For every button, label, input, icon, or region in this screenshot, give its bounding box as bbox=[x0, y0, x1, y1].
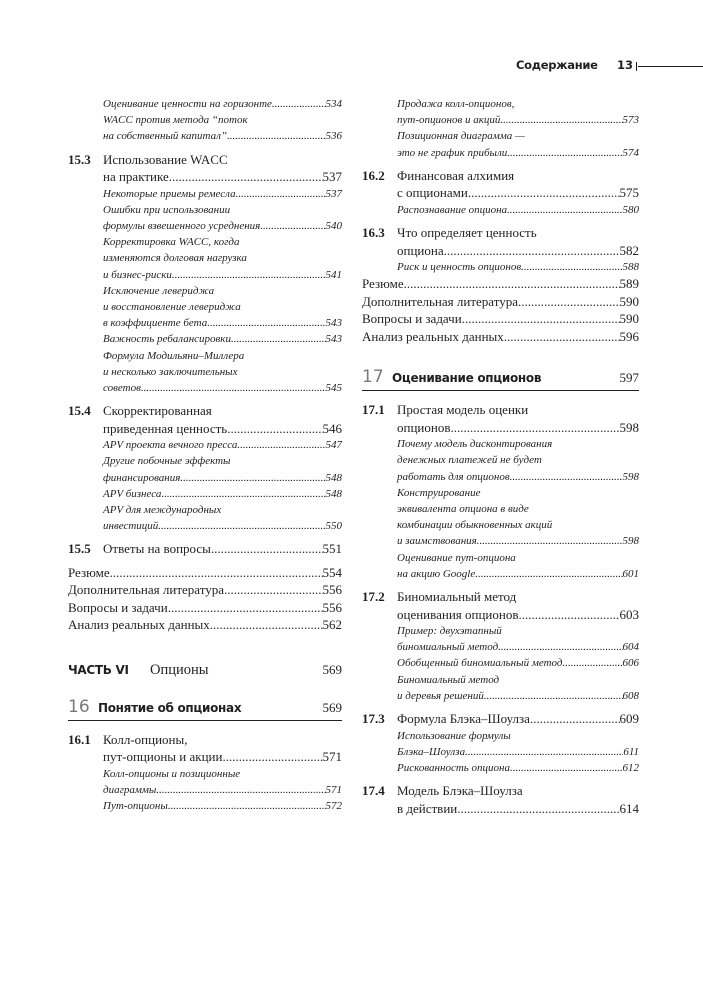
toc-back-matter bbox=[362, 275, 639, 345]
toc-chapter-16 bbox=[68, 697, 342, 721]
toc-entry-real-data: Анализ реальных данных ..... 596 bbox=[362, 328, 639, 346]
toc-section-15-5: 15.5 Ответы на вопросы ..... 551 bbox=[68, 540, 342, 558]
toc-subentry: APV для международных инвестиций ..... 550 bbox=[68, 502, 342, 534]
toc-subentry: Колл-опционы и позиционные диаграммы ..... 571 bbox=[68, 766, 342, 798]
toc-subentry: WACC против метода “поток на собственный капитал” ..... 536 bbox=[68, 112, 342, 144]
toc-subentry: Корректировка WACC, когда изменяются долговая нагрузка и бизнес-риски ..... 541 bbox=[68, 234, 342, 283]
toc-subentry: Пример: двухэтапный биномиальный метод ..... 604 bbox=[362, 623, 639, 655]
toc-section-17-3: 17.3 Формула Блэка–Шоулза ..... 609 bbox=[362, 710, 639, 728]
toc-section-16-3: 16.3 Что определяет ценность опциона ..... 582 bbox=[362, 224, 639, 259]
section-number: 16.2 bbox=[362, 167, 385, 183]
toc-subentry: Некоторые приемы ремесла ..... 537 bbox=[68, 186, 342, 202]
running-header-title: Содержание bbox=[516, 58, 598, 72]
section-number: 17.3 bbox=[362, 711, 385, 727]
toc-entry-further-reading: Дополнительная литература ..... 556 bbox=[68, 581, 342, 599]
toc-subentry: Почему модель дисконтирования денежных платежей не будет работать для опционов ..... 598 bbox=[362, 436, 639, 485]
section-number: 15.4 bbox=[68, 403, 91, 419]
running-header bbox=[470, 58, 703, 78]
chapter-page: 597 bbox=[619, 370, 639, 386]
toc-subentry: APV бизнеса ..... 548 bbox=[68, 486, 342, 502]
section-number: 16.3 bbox=[362, 225, 385, 241]
section-number: 15.3 bbox=[68, 151, 91, 167]
toc-section-17-4: 17.4 Модель Блэка–Шоулза в действии ..... 614 bbox=[362, 782, 639, 817]
toc-entry-summary: Резюме ..... 589 bbox=[362, 275, 639, 293]
section-number: 15.5 bbox=[68, 541, 91, 557]
toc-subentry: Ошибки при использовании формулы взвешенного усреднения ..... 540 bbox=[68, 202, 342, 234]
chapter-title: Оценивание опционов bbox=[392, 371, 542, 386]
toc-subentry: Оценивание ценности на горизонте ..... 534 bbox=[68, 96, 342, 112]
toc-subentry: Риск и ценность опционов ..... 588 bbox=[362, 259, 639, 275]
section-number: 16.1 bbox=[68, 731, 91, 747]
toc-entry-questions: Вопросы и задачи ..... 590 bbox=[362, 310, 639, 328]
toc-subentry: Оценивание пут-опциона на акцию Google ..... 601 bbox=[362, 550, 639, 582]
toc-subentry: Обобщенный биномиальный метод ..... 606 bbox=[362, 655, 639, 671]
part-title: Опционы bbox=[150, 661, 209, 678]
toc-subentry: Продажа колл-опционов, пут-опционов и акций ..... 573 bbox=[362, 96, 639, 128]
toc-subentry: Позиционная диаграмма — это не график прибыли ..... 574 bbox=[362, 128, 639, 160]
chapter-page: 569 bbox=[322, 699, 342, 715]
toc-section-15-4: 15.4 Скорректированная приведенная ценность ..... 546 bbox=[68, 402, 342, 437]
toc-subentry: Другие побочные эффекты финансирования ..... 548 bbox=[68, 453, 342, 485]
toc-left-column bbox=[68, 96, 342, 815]
chapter-number: 16 bbox=[68, 696, 90, 717]
header-rule bbox=[638, 66, 703, 67]
toc-right-column bbox=[362, 96, 639, 817]
toc-subentry: Распознавание опциона ..... 580 bbox=[362, 202, 639, 218]
toc-subentry: APV проекта вечного пресса ..... 547 bbox=[68, 437, 342, 453]
toc-entry-further-reading: Дополнительная литература ..... 590 bbox=[362, 293, 639, 311]
toc-section-17-1: 17.1 Простая модель оценки опционов ..... 598 bbox=[362, 401, 639, 436]
toc-entry-questions: Вопросы и задачи ..... 556 bbox=[68, 599, 342, 617]
toc-section-16-1: 16.1 Колл-опционы, пут-опционы и акции ..... 571 bbox=[68, 731, 342, 766]
toc-chapter-17 bbox=[362, 367, 639, 391]
section-number: 17.1 bbox=[362, 402, 385, 418]
toc-part-heading bbox=[68, 662, 342, 679]
toc-entry-real-data: Анализ реальных данных ..... 562 bbox=[68, 616, 342, 634]
toc-subentry: Использование формулы Блэка–Шоулза ..... 611 bbox=[362, 728, 639, 760]
toc-section-16-2: 16.2 Финансовая алхимия с опционами ..... 575 bbox=[362, 167, 639, 202]
header-rule-tick bbox=[636, 62, 637, 71]
toc-subentry: Рискованность опциона ..... 612 bbox=[362, 760, 639, 776]
toc-subentry: Важность ребалансировки ..... 543 bbox=[68, 331, 342, 347]
part-label: ЧАСТЬ VI bbox=[68, 662, 129, 677]
page-number: 13 bbox=[617, 58, 634, 72]
toc-back-matter bbox=[68, 564, 342, 634]
section-number: 17.2 bbox=[362, 589, 385, 605]
chapter-number: 17 bbox=[362, 367, 384, 388]
toc-entry-summary: Резюме ..... 554 bbox=[68, 564, 342, 582]
toc-subentry: Формула Модильяни–Миллера и несколько заключительных советов ..... 545 bbox=[68, 348, 342, 397]
toc-section-15-3: 15.3 Использование WACC на практике ..... 537 bbox=[68, 151, 342, 186]
toc-subentry: Конструирование эквивалента опциона в виде комбинации обыкновенных акций и заимствования ..... 598 bbox=[362, 485, 639, 550]
toc-section-17-2: 17.2 Биномиальный метод оценивания опционов ..... 603 bbox=[362, 588, 639, 623]
chapter-title: Понятие об опционах bbox=[98, 700, 242, 715]
section-number: 17.4 bbox=[362, 783, 385, 799]
toc-subentry: Исключение левериджа и восстановление левериджа в коэффициенте бета ..... 543 bbox=[68, 283, 342, 332]
toc-subentry: Пут-опционы ..... 572 bbox=[68, 798, 342, 814]
toc-subentry: Биномиальный метод и деревья решений ..... 608 bbox=[362, 672, 639, 704]
part-page: 569 bbox=[322, 661, 342, 677]
